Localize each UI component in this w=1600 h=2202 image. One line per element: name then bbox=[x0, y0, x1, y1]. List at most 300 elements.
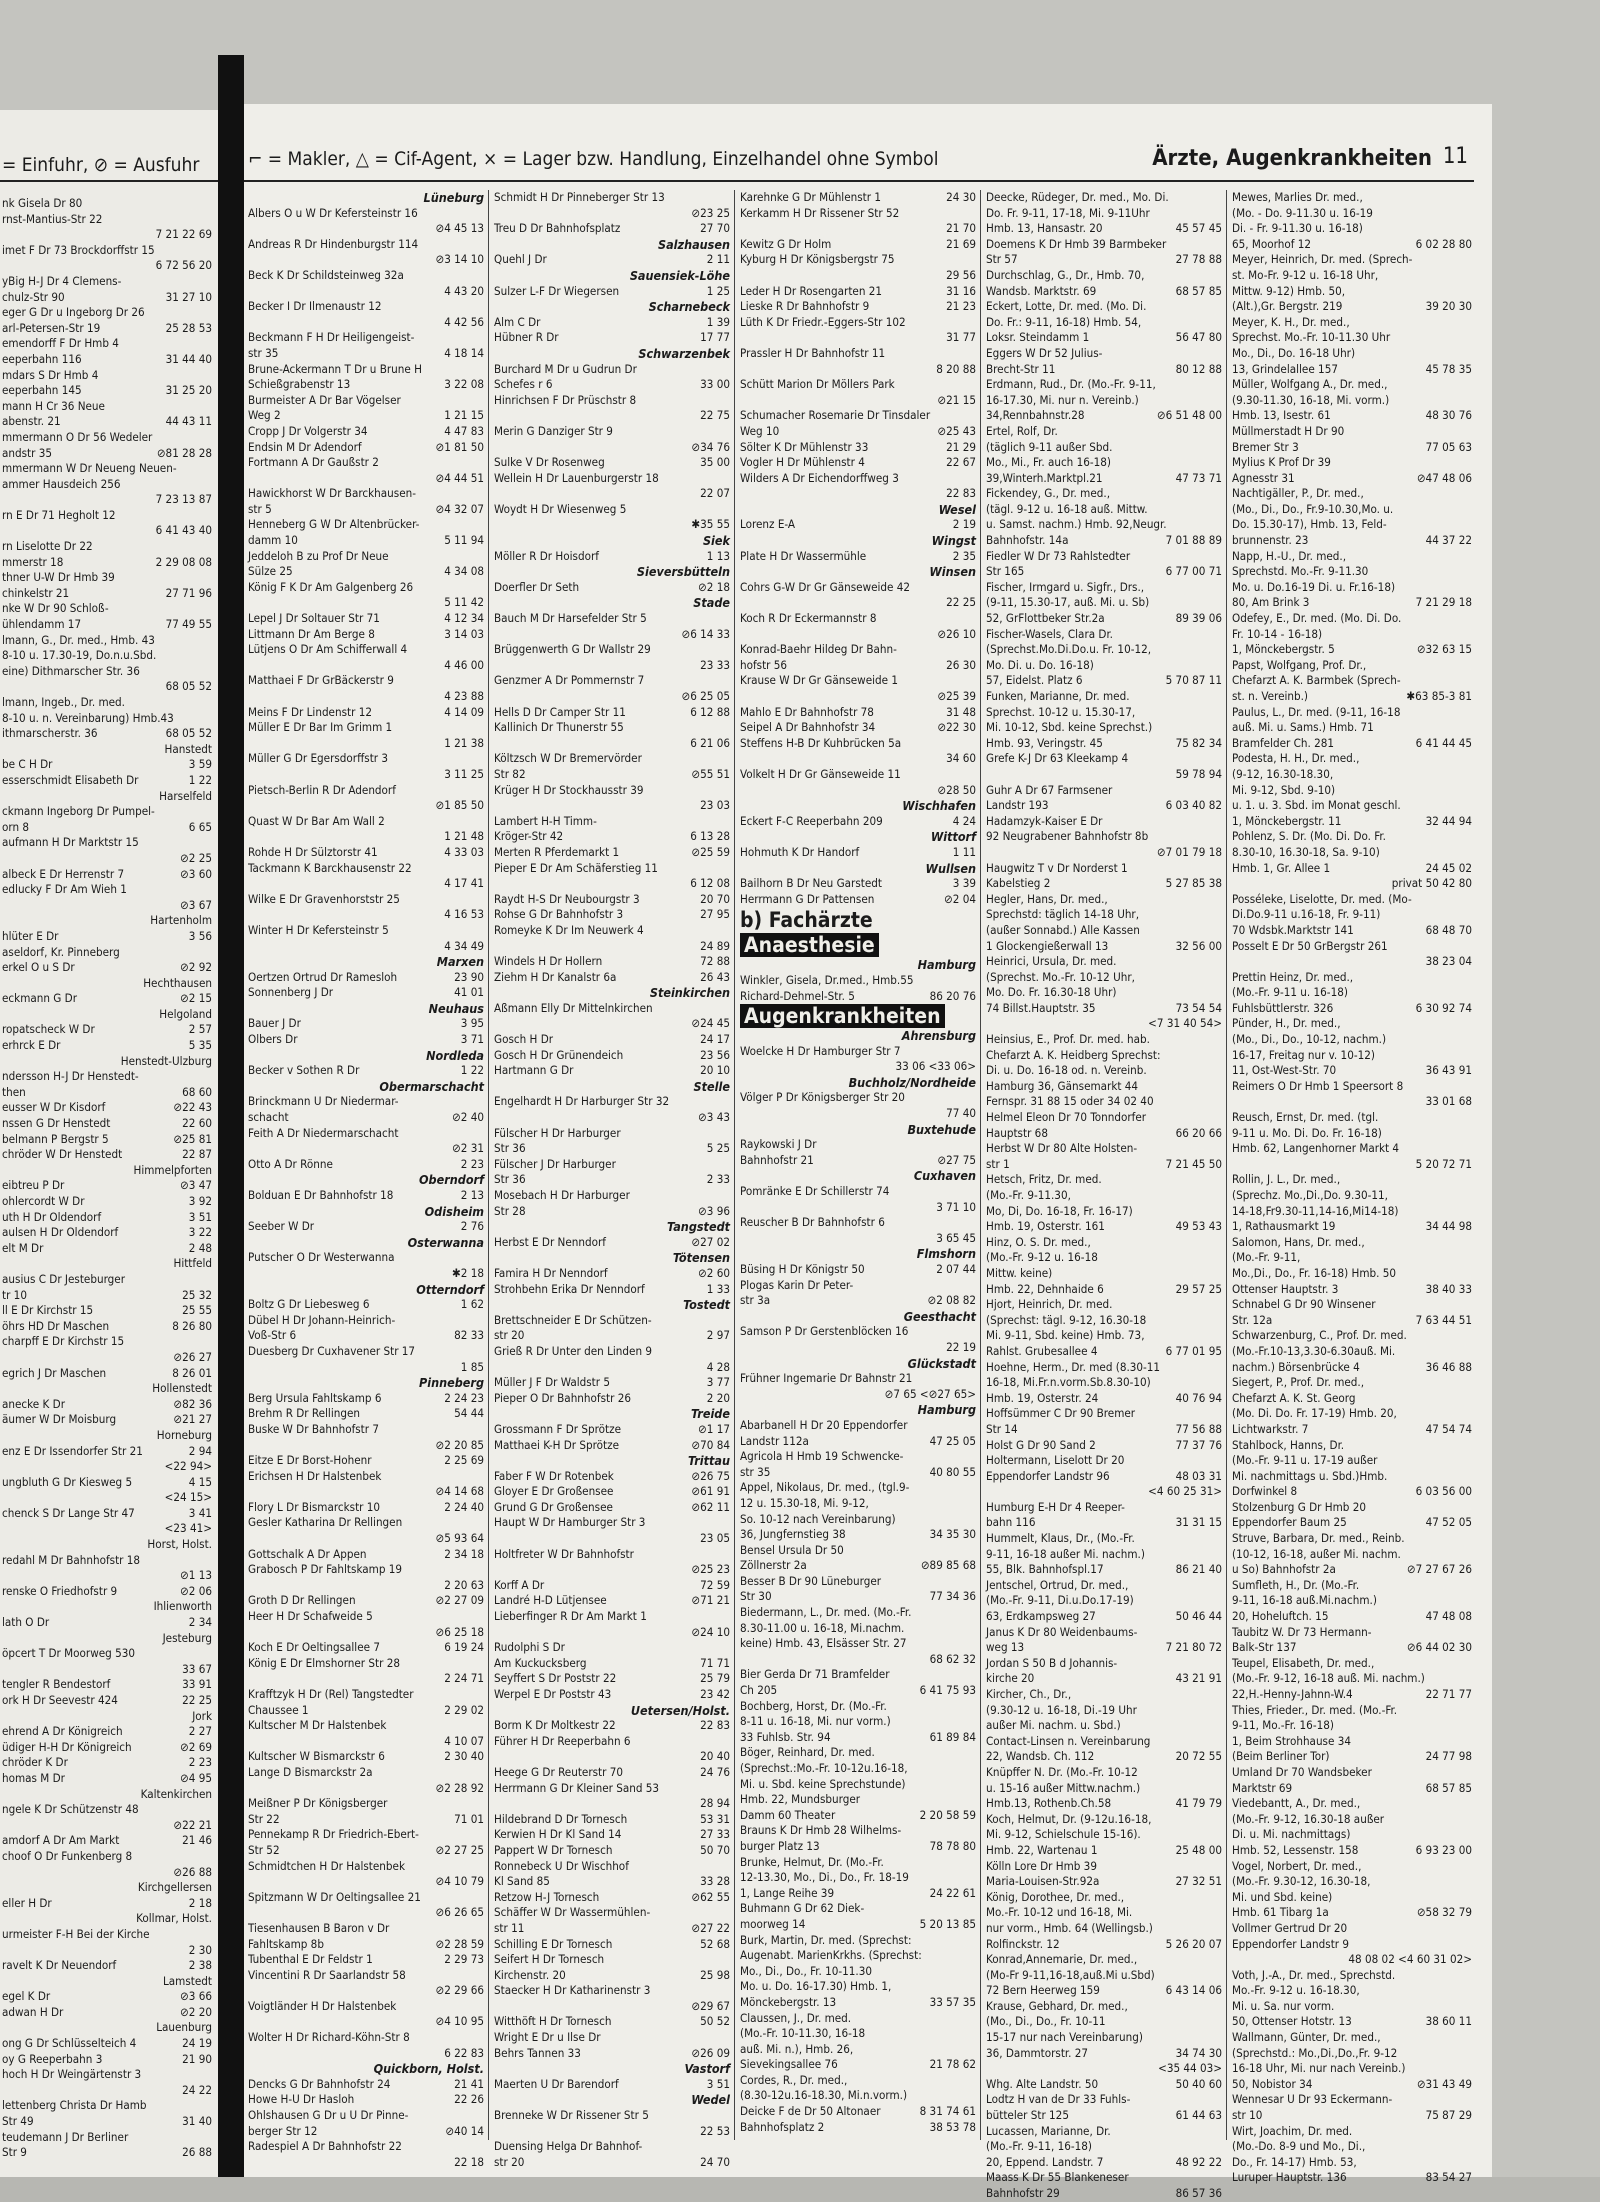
phone-number: 6 03 56 00 bbox=[1415, 1484, 1472, 1499]
phone-number: 36 43 91 bbox=[1425, 1063, 1472, 1078]
phone-number bbox=[1218, 1141, 1222, 1157]
entry-text: uth H Dr Oldendorf bbox=[2, 1209, 102, 1224]
phone-number bbox=[208, 477, 212, 493]
entry-line bbox=[494, 1141, 730, 1157]
phone-number: 21 29 bbox=[946, 439, 976, 454]
entry-text: Hmb. 13, Hansastr. 20 bbox=[986, 221, 1103, 236]
phone-number bbox=[1218, 2014, 1222, 2030]
entry-text: Mittw. 9-12) Hmb. 50, bbox=[1232, 283, 1346, 298]
entry-line bbox=[740, 892, 976, 908]
entry-line bbox=[1232, 1734, 1472, 1750]
entry-text: Buhmann G Dr 62 Diek- bbox=[740, 1901, 865, 1916]
phone-number: <23 41> bbox=[164, 1521, 212, 1536]
entry-line bbox=[2, 2067, 212, 2083]
phone-number: 6 41 44 45 bbox=[1415, 735, 1472, 750]
entry-line bbox=[2, 1272, 212, 1288]
entry-line bbox=[248, 595, 484, 611]
entry-line bbox=[740, 642, 976, 658]
right-page bbox=[244, 104, 1492, 2200]
phone-number: 24 30 bbox=[946, 190, 976, 204]
phone-number bbox=[1218, 440, 1222, 456]
phone-number: 2 29 73 bbox=[444, 1952, 484, 1967]
entry-line bbox=[494, 954, 730, 970]
phone-number: ⊘6 25 18 bbox=[435, 1624, 484, 1639]
phone-number bbox=[1468, 1578, 1472, 1594]
phone-number: 38 60 11 bbox=[1425, 2014, 1472, 2029]
entry-text: schacht bbox=[248, 1110, 289, 1125]
entry-line bbox=[2, 352, 212, 368]
entry-line bbox=[986, 1266, 1222, 1282]
phone-number: 25 55 bbox=[182, 1303, 212, 1318]
entry-line bbox=[740, 2042, 976, 2058]
entry-text: Whg. Alte Landstr. 50 bbox=[986, 2076, 1099, 2091]
entry-line bbox=[2, 1833, 212, 1849]
entry-text: rn Liselotte Dr 22 bbox=[2, 539, 93, 554]
entry-line bbox=[2, 1896, 212, 1912]
phone-number: 38 53 78 bbox=[929, 2119, 976, 2134]
entry-line bbox=[740, 1636, 976, 1652]
phone-number: ⊘2 92 bbox=[180, 960, 212, 975]
entry-line bbox=[2, 570, 212, 586]
entry-line bbox=[494, 1515, 730, 1531]
phone-number: 7 21 22 69 bbox=[155, 227, 212, 242]
phone-number bbox=[1218, 1328, 1222, 1344]
entry-line bbox=[986, 1016, 1222, 1032]
phone-number: 8 26 80 bbox=[172, 1318, 212, 1333]
entry-text: Brinckmann U Dr Niedermar- bbox=[248, 1094, 399, 1109]
entry-line bbox=[2, 1989, 212, 2005]
entry-line bbox=[1232, 1999, 1472, 2015]
entry-line bbox=[248, 798, 484, 814]
phone-number: 4 18 14 bbox=[444, 345, 484, 360]
phone-number bbox=[1218, 299, 1222, 315]
entry-line bbox=[1232, 1188, 1472, 1204]
entry-text: Richard-Dehmel-Str. 5 bbox=[740, 988, 855, 1003]
entry-line bbox=[494, 455, 730, 471]
entry-line bbox=[986, 330, 1222, 346]
entry-text: Rohse G Dr Bahnhofstr 3 bbox=[494, 907, 624, 922]
entry-line bbox=[1232, 1874, 1472, 1890]
entry-text: Holst G Dr 90 Sand 2 bbox=[986, 1437, 1096, 1452]
entry-line bbox=[248, 564, 484, 580]
phone-number: 4 28 bbox=[706, 1359, 730, 1374]
entry-line bbox=[740, 1465, 976, 1481]
entry-text: Doemens K Dr Hmb 39 Barmbeker bbox=[986, 236, 1167, 251]
phone-number: 47 54 74 bbox=[1425, 1421, 1472, 1436]
phone-number: 4 34 49 bbox=[444, 938, 484, 953]
entry-text: Do. Fr. 9-11, 17-18, Mi. 9-11Uhr bbox=[986, 205, 1150, 220]
entry-text: Fr. 10-14 - 16-18) bbox=[1232, 626, 1323, 641]
entry-line bbox=[1232, 1640, 1472, 1656]
phone-number: 53 31 bbox=[700, 1811, 730, 1826]
entry-text: Mo. Do. Fr. 16.30-18 Uhr) bbox=[986, 985, 1117, 1000]
entry-line bbox=[494, 393, 730, 409]
phone-number: ⊘2 28 92 bbox=[435, 1780, 484, 1795]
entry-line bbox=[740, 1917, 976, 1933]
entry-text: Seeber W Dr bbox=[248, 1219, 315, 1234]
entry-line bbox=[986, 1344, 1222, 1360]
entry-text: eger G Dr u Ingeborg Dr 26 bbox=[2, 305, 145, 320]
entry-line bbox=[1232, 642, 1472, 658]
entry-line bbox=[1232, 580, 1472, 596]
entry-line bbox=[1232, 1703, 1472, 1719]
phone-number bbox=[1218, 549, 1222, 565]
entry-text: 1, Rathausmarkt 19 bbox=[1232, 1219, 1336, 1234]
phone-number bbox=[726, 1983, 730, 1999]
entry-text: Deecke, Rüdeger, Dr. med., Mo. Di. bbox=[986, 190, 1169, 204]
entry-line bbox=[1232, 861, 1472, 877]
entry-line bbox=[248, 377, 484, 393]
phone-number: ⊘25 23 bbox=[691, 1562, 730, 1577]
entry-line bbox=[986, 1126, 1222, 1142]
entry-text: Voigtländer H Dr Halstenbek bbox=[248, 1998, 397, 2013]
entry-line bbox=[1232, 1016, 1472, 1032]
phone-number: 5 70 87 11 bbox=[1165, 673, 1222, 688]
phone-number bbox=[1218, 1718, 1222, 1734]
entry-text: Haugwitz T v Dr Norderst 1 bbox=[986, 860, 1128, 875]
phone-number bbox=[208, 1272, 212, 1288]
entry-line bbox=[740, 973, 976, 989]
entry-text: Ertel, Rolf, Dr. bbox=[986, 423, 1058, 438]
entry-line bbox=[2, 1334, 212, 1350]
entry-line bbox=[986, 954, 1222, 970]
phone-number: 31 48 bbox=[946, 704, 976, 719]
phone-number: 48 08 02 <4 60 31 02> bbox=[1348, 1952, 1472, 1967]
entry-text: 8-10 u. n. Vereinbarung) Hmb.43 bbox=[2, 710, 174, 725]
place-heading: Obermarschacht bbox=[379, 1078, 484, 1094]
entry-line bbox=[740, 876, 976, 892]
entry-text: Marktstr 69 bbox=[1232, 1780, 1293, 1795]
phone-number bbox=[972, 206, 976, 222]
place-heading: Wischhafen bbox=[902, 798, 976, 814]
entry-text: Aßmann Elly Dr Mittelnkirchen bbox=[494, 1000, 653, 1015]
entry-line bbox=[248, 1812, 484, 1828]
entry-line bbox=[986, 845, 1222, 861]
entry-line bbox=[2, 1132, 212, 1148]
entry-text: Kyburg H Dr Königsbergstr 75 bbox=[740, 252, 895, 267]
entry-text: aulsen H Dr Oldendorf bbox=[2, 1225, 119, 1240]
entry-line bbox=[494, 1110, 730, 1126]
phone-number bbox=[1218, 954, 1222, 970]
entry-text: 50, Nobistor 34 bbox=[1232, 2076, 1313, 2091]
phone-number bbox=[208, 1646, 212, 1662]
entry-line bbox=[2, 1194, 212, 1210]
entry-line bbox=[986, 876, 1222, 892]
place-heading: Uetersen/Holst. bbox=[630, 1702, 730, 1718]
phone-number: Kaltenkirchen bbox=[140, 1786, 212, 1801]
phone-number: ⊘26 75 bbox=[691, 1468, 730, 1483]
phone-number bbox=[1468, 564, 1472, 580]
entry-line bbox=[2, 929, 212, 945]
phone-number: 68 48 70 bbox=[1425, 922, 1472, 937]
phone-number bbox=[1468, 502, 1472, 518]
phone-number bbox=[972, 1777, 976, 1793]
phone-number: 72 88 bbox=[700, 954, 730, 969]
entry-text: Lieske R Dr Bahnhofstr 9 bbox=[740, 299, 870, 314]
entry-text: Brauns K Dr Hmb 28 Wilhelms- bbox=[740, 1823, 902, 1838]
phone-number: 3 11 25 bbox=[444, 766, 484, 781]
phone-number: ⊘3 96 bbox=[698, 1203, 730, 1218]
entry-text: Hmb. 1, Gr. Allee 1 bbox=[1232, 860, 1331, 875]
entry-line bbox=[986, 907, 1222, 923]
entry-line bbox=[986, 767, 1222, 783]
phone-number bbox=[1468, 2124, 1472, 2140]
phone-number: 40 80 55 bbox=[929, 1464, 976, 1479]
entry-line bbox=[1232, 1593, 1472, 1609]
entry-line bbox=[494, 1843, 730, 1859]
phone-number: ⊘24 10 bbox=[691, 1624, 730, 1639]
phone-number: <22 94> bbox=[164, 1459, 212, 1474]
entry-text: 36, Jungfernstieg 38 bbox=[740, 1527, 846, 1542]
entry-text: Weg 2 bbox=[248, 408, 281, 423]
phone-number bbox=[1468, 845, 1472, 861]
phone-number bbox=[480, 1796, 484, 1812]
phone-number: 22 25 bbox=[946, 595, 976, 610]
phone-number bbox=[1218, 1297, 1222, 1313]
entry-line bbox=[986, 1578, 1222, 1594]
entry-text: Hawickhorst W Dr Barckhausen- bbox=[248, 486, 417, 501]
phone-number: ⊘22 43 bbox=[173, 1100, 212, 1115]
entry-text: Ziehm H Dr Kanalstr 6a bbox=[494, 969, 617, 984]
phone-number: 73 54 54 bbox=[1175, 1000, 1222, 1015]
entry-line bbox=[494, 1094, 730, 1110]
phone-number: ⊘29 67 bbox=[691, 1998, 730, 2013]
entry-line bbox=[248, 330, 484, 346]
phone-number bbox=[208, 212, 212, 228]
entry-line bbox=[740, 237, 976, 253]
entry-line bbox=[740, 377, 976, 393]
phone-number bbox=[480, 923, 484, 939]
entry-text: oy G Reeperbahn 3 bbox=[2, 2051, 103, 2066]
phone-number: 20 72 55 bbox=[1175, 1749, 1222, 1764]
entry-line bbox=[2, 1677, 212, 1693]
entry-line bbox=[986, 1157, 1222, 1173]
entry-text: Chefarzt A. K. St. Georg bbox=[1232, 1390, 1356, 1405]
phone-number bbox=[1468, 1328, 1472, 1344]
entry-text: Kultscher M Dr Halstenbek bbox=[248, 1718, 387, 1733]
phone-number: ✱35 55 bbox=[691, 517, 730, 532]
entry-text: Str 57 bbox=[986, 252, 1018, 267]
phone-number: 31 40 bbox=[182, 2114, 212, 2129]
entry-line bbox=[2, 492, 212, 508]
place-heading: Stelle bbox=[693, 1078, 730, 1094]
phone-number bbox=[1218, 1110, 1222, 1126]
entry-line bbox=[1232, 595, 1472, 611]
entry-line bbox=[740, 1512, 976, 1528]
entry-text: Berg Ursula Fahltskamp 6 bbox=[248, 1390, 382, 1405]
entry-text: Mahlo E Dr Bahnhofstr 78 bbox=[740, 704, 874, 719]
phone-number bbox=[1468, 1531, 1472, 1547]
entry-line bbox=[494, 658, 730, 674]
entry-text: Mosebach H Dr Harburger bbox=[494, 1188, 630, 1202]
entry-line bbox=[248, 1094, 484, 1110]
entry-text: Bier Gerda Dr 71 Bramfelder bbox=[740, 1667, 890, 1682]
phone-number: 27 71 96 bbox=[165, 585, 212, 600]
entry-line bbox=[1232, 1531, 1472, 1547]
entry-line bbox=[494, 1391, 730, 1407]
phone-number bbox=[208, 945, 212, 961]
phone-number bbox=[1468, 658, 1472, 674]
entry-line bbox=[248, 1625, 484, 1641]
entry-line bbox=[248, 362, 484, 378]
entry-line bbox=[1232, 876, 1472, 892]
entry-line bbox=[1232, 1484, 1472, 1500]
entry-line bbox=[248, 1921, 484, 1937]
entry-text: Di. u. Do. 16-18 od. n. Vereinb. bbox=[986, 1063, 1147, 1078]
phone-number: 2 11 bbox=[706, 252, 730, 267]
phone-number: 24 77 98 bbox=[1425, 1749, 1472, 1764]
phone-number: 25 48 00 bbox=[1175, 1842, 1222, 1857]
entry-text: lettenberg Christa Dr Hamb bbox=[2, 2098, 147, 2113]
entry-line bbox=[248, 440, 484, 456]
phone-number: 22 87 bbox=[182, 1147, 212, 1162]
place-heading: Salzhausen bbox=[657, 236, 730, 252]
phone-number: Lamstedt bbox=[162, 1973, 212, 1988]
entry-line bbox=[740, 1792, 976, 1808]
phone-number bbox=[1468, 268, 1472, 284]
entry-text: Jordan S 50 B d Johannis- bbox=[986, 1655, 1118, 1670]
entry-line bbox=[986, 673, 1222, 689]
phone-number: 24 89 bbox=[700, 938, 730, 953]
place-heading: Marxen bbox=[436, 954, 484, 970]
entry-text: Pieper E Dr Am Schäferstieg 11 bbox=[494, 860, 658, 875]
phone-number bbox=[1468, 798, 1472, 814]
entry-line bbox=[494, 315, 730, 331]
entry-line bbox=[1232, 1469, 1472, 1485]
phone-number: 77 40 bbox=[946, 1106, 976, 1121]
entry-line bbox=[248, 1360, 484, 1376]
phone-number: 1 62 bbox=[460, 1297, 484, 1312]
section-heading: Augenkrankheiten bbox=[740, 1004, 945, 1028]
entry-line bbox=[1232, 1204, 1472, 1220]
phone-number: 3 51 bbox=[706, 2076, 730, 2091]
phone-number bbox=[480, 783, 484, 799]
entry-text: u. 15-16 außer Mittw.nachm.) bbox=[986, 1780, 1141, 1795]
phone-number: ⊘2 25 bbox=[180, 850, 212, 865]
entry-text: Di. u. Mi. nachmittags) bbox=[1232, 1827, 1351, 1842]
phone-number bbox=[1468, 1999, 1472, 2015]
phone-number bbox=[1468, 892, 1472, 908]
place-heading: Siek bbox=[702, 533, 730, 549]
entry-line bbox=[1232, 1562, 1472, 1578]
phone-number bbox=[972, 377, 976, 393]
entry-text: Brehm R Dr Rellingen bbox=[248, 1406, 360, 1421]
entry-line bbox=[494, 689, 730, 705]
phone-number: Horneburg bbox=[156, 1427, 212, 1442]
entry-line bbox=[986, 705, 1222, 721]
entry-text: Sprechst. 10-12 u. 15.30-17, bbox=[986, 704, 1136, 719]
phone-number bbox=[726, 923, 730, 939]
phone-number: ⊘1 81 50 bbox=[435, 439, 484, 454]
entry-line bbox=[1232, 1796, 1472, 1812]
left-page-header: = Einfuhr, ⊘ = Ausfuhr bbox=[2, 154, 200, 176]
phone-number bbox=[208, 336, 212, 352]
phone-number bbox=[726, 1157, 730, 1173]
phone-number bbox=[208, 882, 212, 898]
entry-text: Werpel E Dr Poststr 43 bbox=[494, 1687, 612, 1701]
entry-line bbox=[248, 1219, 484, 1235]
phone-number bbox=[1218, 1905, 1222, 1921]
phone-number: 2 20 63 bbox=[444, 1577, 484, 1592]
phone-number: 21 23 bbox=[946, 299, 976, 314]
entry-text: Bahnhofstr. 14a bbox=[986, 533, 1069, 548]
phone-number: 2 24 23 bbox=[444, 1390, 484, 1405]
phone-number: 21 90 bbox=[182, 2051, 212, 2066]
phone-number: 2 48 bbox=[188, 1240, 212, 1255]
entry-text: Tubenthal E Dr Feldstr 1 bbox=[248, 1952, 373, 1967]
entry-line bbox=[2, 1615, 212, 1631]
entry-line bbox=[2, 1568, 212, 1584]
entry-line bbox=[248, 1859, 484, 1875]
entry-text: Chefarzt A. K. Barmbek (Sprech- bbox=[1232, 673, 1401, 688]
entry-line bbox=[2, 336, 212, 352]
entry-line bbox=[248, 876, 484, 892]
phone-number: 72 59 bbox=[700, 1577, 730, 1592]
entry-line bbox=[986, 814, 1222, 830]
entry-line bbox=[986, 2155, 1222, 2171]
entry-text: rn E Dr 71 Hegholt 12 bbox=[2, 507, 116, 522]
phone-number: 22 19 bbox=[946, 1339, 976, 1354]
entry-text: Kultscher W Bismarckstr 6 bbox=[248, 1749, 385, 1764]
entry-line bbox=[986, 1001, 1222, 1017]
entry-line bbox=[986, 627, 1222, 643]
entry-text: Beck K Dr Schildsteinweg 32a bbox=[248, 267, 404, 282]
phone-number bbox=[480, 1422, 484, 1438]
entry-line bbox=[740, 2104, 976, 2120]
phone-number bbox=[726, 861, 730, 877]
entry-text: Pünder, H., Dr. med., bbox=[1232, 1016, 1341, 1031]
entry-text: Fortmann A Dr Gaußstr 2 bbox=[248, 455, 379, 470]
phone-number bbox=[208, 461, 212, 477]
entry-line bbox=[2, 2052, 212, 2068]
entry-text: Seipel A Dr Bahnhofstr 34 bbox=[740, 720, 876, 735]
phone-number bbox=[1218, 783, 1222, 799]
entry-text: Radespiel A Dr Bahnhofstr 22 bbox=[248, 2139, 402, 2154]
phone-number bbox=[1218, 1703, 1222, 1719]
entry-line bbox=[494, 1812, 730, 1828]
phone-number: ⊘4 10 95 bbox=[435, 2014, 484, 2029]
phone-number: 2 34 18 bbox=[444, 1546, 484, 1561]
phone-number: 6 43 14 06 bbox=[1165, 1983, 1222, 1998]
entry-text: mmermann O Dr 56 Wedeler bbox=[2, 429, 153, 444]
phone-number: 21 70 bbox=[946, 221, 976, 236]
entry-line bbox=[740, 1886, 976, 1902]
entry-line bbox=[740, 1901, 976, 1917]
entry-text: 20, Eppend. Landstr. 7 bbox=[986, 2154, 1104, 2169]
entry-line bbox=[248, 970, 484, 986]
place-heading: Winsen bbox=[929, 564, 976, 580]
phone-number: 4 16 53 bbox=[444, 907, 484, 922]
entry-line bbox=[740, 689, 976, 705]
entry-line bbox=[494, 2077, 730, 2093]
phone-number bbox=[972, 1823, 976, 1839]
entry-line bbox=[248, 1890, 484, 1906]
entry-text: 65, Moorhof 12 bbox=[1232, 236, 1311, 251]
entry-text: 9-11 u. Mo. Di. Do. Fr. 16-18) bbox=[1232, 1125, 1382, 1140]
place-heading: Schwarzenbek bbox=[638, 345, 730, 361]
entry-line bbox=[248, 1874, 484, 1890]
phone-number: ⊘31 43 49 bbox=[1416, 2076, 1472, 2091]
entry-line bbox=[248, 252, 484, 268]
phone-number: 27 70 bbox=[700, 221, 730, 236]
phone-number bbox=[972, 736, 976, 752]
header-rule bbox=[0, 180, 218, 182]
phone-number: 50 52 bbox=[700, 2014, 730, 2029]
entry-line bbox=[248, 1515, 484, 1531]
entry-line bbox=[494, 939, 730, 955]
entry-line bbox=[986, 2186, 1222, 2202]
entry-text: Heinrici, Ursula, Dr. med. bbox=[986, 954, 1117, 969]
